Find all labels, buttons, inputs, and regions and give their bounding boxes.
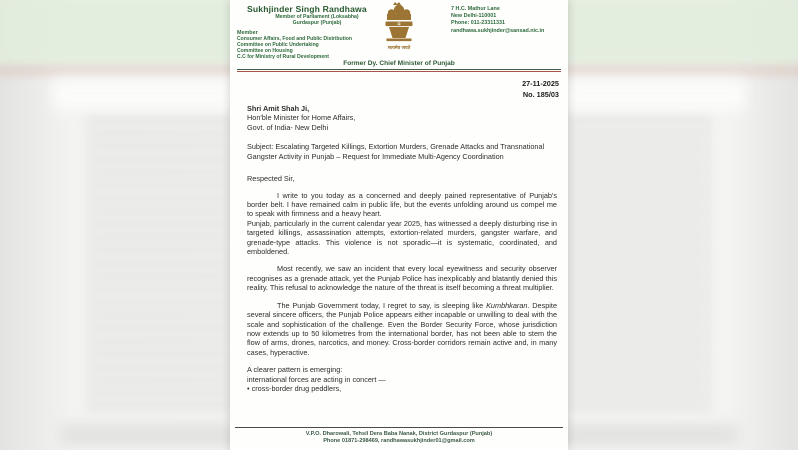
sender-role-line: Member of Parliament (Loksabha) (275, 14, 359, 20)
blurred-letterhead-band (0, 0, 230, 66)
recipient-block (247, 104, 557, 132)
salutation: Respected Sir, (247, 173, 295, 183)
sender-role-line: Gurdaspur (Punjab) (292, 20, 342, 27)
contact-email: randhawa.sukhjinder@sansad.nic.in (451, 27, 545, 34)
blurred-backdrop-left (0, 0, 230, 450)
blurred-backdrop-right (568, 0, 798, 450)
committee-item: C.C for Ministry of Rural Development (237, 54, 329, 61)
pattern-line: international forces are acting in concert — (247, 374, 386, 384)
letterhead-divider (237, 69, 561, 72)
pattern-bullet-item: • cross-border drug peddlers, (247, 383, 342, 393)
member-heading: Member (237, 29, 258, 36)
letter-ref-number: No. 185/03 (522, 89, 559, 99)
pattern-block (247, 365, 557, 393)
recipient-name: Shri Amit Shah Ji, (247, 104, 310, 113)
contact-address-line: 7 H.C. Mathur Lane (451, 6, 500, 12)
blurred-divider-line (568, 68, 798, 73)
letterhead (230, 0, 568, 61)
committee-item: Consumer Affairs, Food and Public Distribution (237, 35, 352, 42)
blurred-footer-band (60, 424, 230, 446)
footer-contact: Phone 01871-298469, randhawasukhjinder01@gmail.com (323, 438, 475, 444)
committee-list (237, 36, 387, 61)
former-title: Former Dy. Chief Minister of Punjab (343, 60, 455, 67)
paragraph-4-italic-word: Kumbhkaran (486, 300, 528, 310)
paragraph-4-rest: . Despite several sincere officers, the Punjab Police appears either incapable or unwilling to deal with the scale and sophistication of the challenge. Even the Border Security Force, whose jurisdiction now extends up to 50 kilometres from the international border, has not been able to stem the flow of arms, drones, narcotics, and money. Cross-border corridors remain active and, in many cases, hyperactive. (247, 300, 558, 357)
committee-item: Committee on Public Undertaking (237, 42, 319, 49)
paragraph-3: Most recently, we saw an incident that every local eyewitness and security observer recognises as a grenade attack, yet the Punjab Police has inexplicably and blatantly denied this reality. This refusal to acknowledge the nature of the threat is itself becoming a threat multiplier. (247, 264, 557, 293)
blurred-footer-band (568, 424, 738, 446)
date-reference-block (230, 79, 559, 100)
contact-phone: Phone: 011-23311331 (451, 20, 505, 27)
subject-line: Subject: Escalating Targeted Killings, Extortion Murders, Grenade Attacks and Transnational Gangster Activity in Punjab – Request for Immediate Multi-Agency Coordination (247, 142, 545, 161)
footer-address: V.P.O. Dharowali, Tehsil Dera Baba Nanak, District Gurdaspur (Punjab) (305, 431, 493, 437)
recipient-address: Govt. of India- New Delhi (247, 122, 329, 132)
letter-date: 27-11-2025 (522, 79, 559, 88)
recipient-title: Hon'ble Minister for Home Affairs, (247, 113, 356, 123)
blurred-text-lines (568, 118, 712, 416)
emblem-motto: सत्यमेव जयते (387, 45, 411, 50)
blurred-letterhead-band (568, 0, 798, 66)
letter-body (230, 104, 568, 393)
letterhead-left-block (237, 4, 387, 61)
paragraph-4 (247, 301, 557, 357)
paragraph-2: Punjab, particularly in the current calendar year 2025, has witnessed a deeply disturbing rise in targeted killings, assassination attempts, extortion-related murders, gangster warfare, and grenade-type attacks. This violence is not sporadic—it is systematic, coordinated, and emboldened. (247, 218, 557, 257)
pattern-line: A clearer pattern is emerging: (247, 365, 343, 375)
letter-footer (235, 427, 563, 445)
paragraph-1: I write to you today as a concerned and deeply pained representative of Punjab's border belt. I have remained calm in public life, but the events unfolding around us compel me to speak with firmness and a heavy heart. (247, 190, 557, 219)
national-emblem-icon (380, 2, 418, 46)
blurred-white-block (568, 80, 746, 110)
committee-item: Committee on Housing (237, 48, 293, 55)
blurred-text-lines (86, 118, 230, 416)
national-emblem (371, 2, 427, 51)
letter-page (230, 0, 568, 450)
sender-roles (251, 14, 383, 27)
blurred-divider-line (0, 68, 230, 73)
blurred-white-block (52, 80, 230, 110)
letterhead-contact-block (451, 6, 563, 35)
sender-name: Sukhjinder Singh Randhawa (247, 4, 367, 14)
paragraph-4-prefix: The Punjab Government today, I regret to say, is sleeping like (277, 300, 487, 310)
contact-address-line: New Delhi-110001 (451, 13, 497, 20)
